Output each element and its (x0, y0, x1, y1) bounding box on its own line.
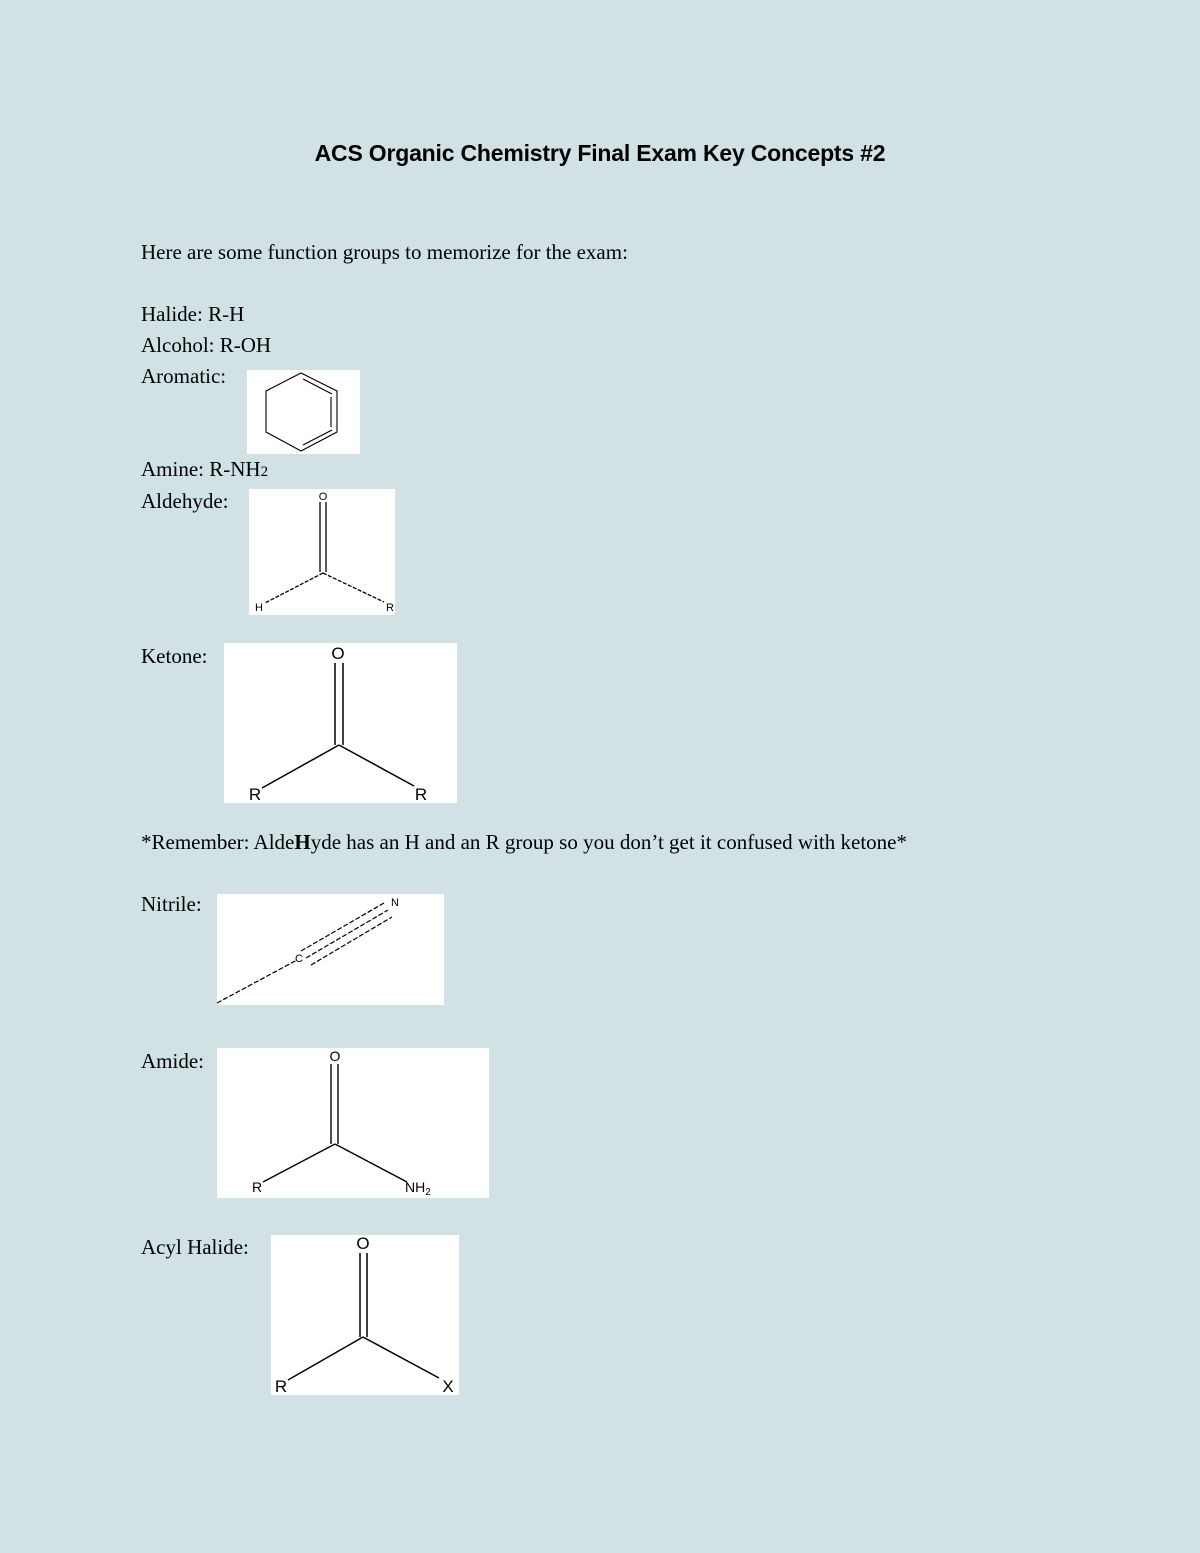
ketone-structure-image (224, 643, 457, 803)
nitrile-diagram (217, 894, 444, 1005)
remember-text-end: yde has an H and an R group so you don’t get it confused with ketone* (310, 830, 907, 854)
acyl-halide-label: Acyl Halide: (141, 1235, 249, 1259)
aldehyde-hydrogen-label: H (255, 602, 263, 614)
amide-r-label: R (251, 1179, 263, 1195)
acyl-halide-r-label: R (274, 1377, 288, 1395)
amide-nh-subscript: 2 (425, 1187, 431, 1198)
acyl-halide-x-label: X (442, 1377, 454, 1395)
nitrile-structure-image (217, 894, 444, 1005)
alcohol-label: Alcohol: (141, 333, 215, 357)
aldehyde-diagram (249, 489, 395, 615)
remember-text-start: *Remember: Alde (141, 830, 295, 854)
aromatic-structure-image (247, 370, 360, 454)
aldehyde-label: Aldehyde: (141, 489, 229, 513)
alcohol-line (141, 333, 271, 358)
alcohol-formula: R-OH (219, 333, 272, 357)
aldehyde-oxygen-label: O (318, 491, 328, 503)
nitrile-label: Nitrile: (141, 892, 202, 916)
ketone-r1-label: R (248, 785, 262, 803)
ketone-oxygen-label: O (331, 644, 345, 663)
nitrile-carbon-label: C (295, 953, 303, 965)
aldehyde-r-label: R (386, 602, 394, 614)
amine-label: Amine: (141, 457, 204, 481)
ketone-diagram (224, 643, 457, 803)
acyl-halide-diagram (271, 1235, 459, 1395)
remember-note (141, 830, 907, 855)
amide-label: Amide: (141, 1049, 204, 1073)
amide-oxygen-label: O (329, 1048, 341, 1064)
amide-diagram (217, 1048, 489, 1198)
acyl-halide-oxygen-label: O (356, 1235, 370, 1253)
halide-formula: R-H (208, 302, 245, 326)
aromatic-label: Aromatic: (141, 364, 227, 388)
halide-label: Halide: (141, 302, 203, 326)
amine-line (141, 457, 268, 482)
aldehyde-structure-image (249, 489, 395, 615)
nitrile-nitrogen-label: N (391, 897, 399, 909)
ketone-r2-label: R (414, 785, 428, 803)
intro-text: Here are some function groups to memorize for the exam: (141, 240, 628, 264)
halide-line (141, 302, 244, 327)
acyl-halide-structure-image (271, 1235, 459, 1395)
amide-nh-text: NH (405, 1179, 426, 1195)
ketone-label: Ketone: (141, 644, 208, 668)
page-title: ACS Organic Chemistry Final Exam Key Concepts #2 (314, 140, 886, 166)
amide-structure-image (217, 1048, 489, 1198)
amide-nh2-label (405, 1179, 431, 1198)
remember-emphasis: H (294, 830, 311, 854)
amine-subscript: 2 (260, 464, 269, 480)
benzene-ring-diagram (247, 370, 360, 454)
amine-formula: R-NH (209, 457, 261, 481)
